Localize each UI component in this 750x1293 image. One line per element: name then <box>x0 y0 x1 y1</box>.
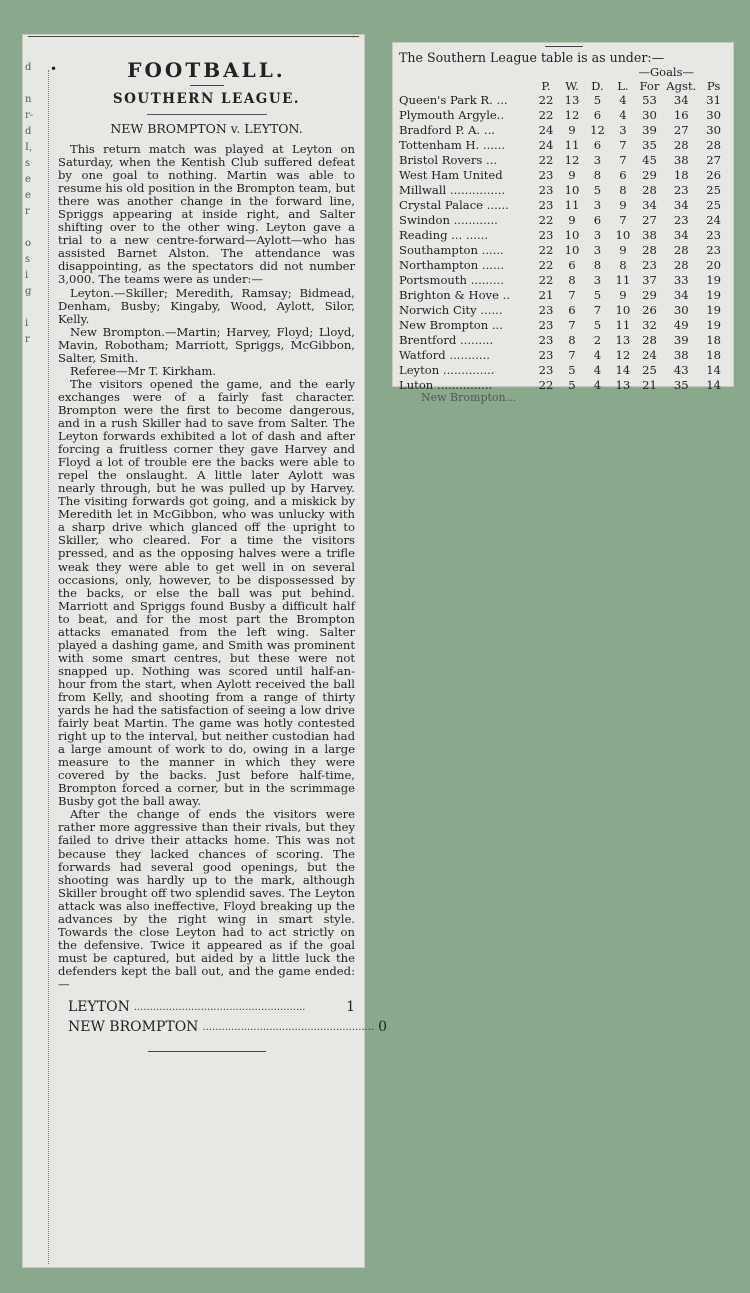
stat-cell: 37 <box>642 273 657 287</box>
club-name: Luton ............... <box>399 378 493 392</box>
stat-cell: 12 <box>564 153 580 167</box>
edge-char <box>25 76 34 92</box>
stat-cell: 14 <box>706 363 722 377</box>
stat-cell: 22 <box>538 258 554 272</box>
score-team: LEYTON <box>68 999 130 1016</box>
end-rule <box>148 1051 266 1052</box>
stat-cell: 32 <box>642 318 657 332</box>
stat-cell: 39 <box>673 333 689 347</box>
club-name: Southampton ...... <box>399 243 504 257</box>
stat-cell: 3 <box>593 228 602 242</box>
edge-char: d <box>25 126 32 137</box>
stat-cell: 11 <box>615 318 631 332</box>
stat-cell: 24 <box>642 348 657 362</box>
stat-cell: 10 <box>564 183 580 197</box>
column-header: L. <box>617 79 629 93</box>
paragraph-referee: Referee—Mr T. Kirkham. <box>70 363 217 378</box>
stat-cell: 12 <box>590 123 605 137</box>
stat-cell: 9 <box>568 123 576 137</box>
table-row <box>399 288 728 303</box>
stat-cell: 5 <box>593 93 602 107</box>
stat-cell: 11 <box>615 273 631 287</box>
stat-cell: 28 <box>642 243 657 257</box>
stat-cell: 19 <box>706 303 722 317</box>
column-header: Agst. <box>666 79 697 93</box>
stat-cell: 29 <box>642 168 657 182</box>
edge-char: r <box>25 206 30 217</box>
stat-cell: 6 <box>568 303 576 317</box>
stat-cell: 6 <box>619 168 627 182</box>
stat-cell: 24 <box>538 123 554 137</box>
edge-char: n <box>25 94 32 105</box>
score-row <box>58 997 355 1017</box>
stat-cell: 4 <box>593 378 602 392</box>
club-name: Leyton .............. <box>399 363 495 377</box>
stat-cell: 7 <box>619 153 627 167</box>
top-rule <box>545 46 583 47</box>
stat-cell: 9 <box>619 288 627 302</box>
column-header: For <box>639 79 660 93</box>
stat-cell: 34 <box>642 198 657 212</box>
stat-cell: 23 <box>538 168 554 182</box>
table-row <box>399 153 728 168</box>
stat-cell: 19 <box>706 273 722 287</box>
table-row <box>399 303 728 318</box>
edge-char: i <box>25 318 29 329</box>
stat-cell: 22 <box>538 93 554 107</box>
edge-char: g <box>25 286 32 297</box>
stat-cell: 45 <box>642 153 657 167</box>
stat-cell: 2 <box>593 333 602 347</box>
final-score <box>58 997 388 1037</box>
stat-cell: 16 <box>673 108 689 122</box>
stat-cell: 6 <box>593 108 602 122</box>
stat-cell: 4 <box>619 93 627 107</box>
section-rule <box>147 114 267 115</box>
stat-cell: 22 <box>538 108 554 122</box>
stat-cell: 28 <box>673 138 689 152</box>
paragraph-intro: This return match was played at Leyton on Saturday, when the Kentish Club suffered defeat by one goal to nothing. Martin was able to resume his old position in the Brompton team, but there was another change in the forward line, Spriggs appearing at inside right, and Salter shifting over to the other wing. Leyton gave a trial to a new centre-forward—Aylott—who has assisted Barnet Alston. The attendance was disappointing, as the spectators did not number 3,000. The teams were as under:— <box>58 142 355 287</box>
stat-cell: 27 <box>673 123 689 137</box>
stat-cell: 21 <box>538 288 554 302</box>
club-name: Plymouth Argyle.. <box>399 108 505 122</box>
stat-cell: 27 <box>642 213 657 227</box>
table-row <box>399 333 728 348</box>
club-name: Queen's Park R. ... <box>399 93 508 107</box>
stat-cell: 28 <box>706 138 722 152</box>
table-body <box>399 93 728 393</box>
table-row <box>399 93 728 108</box>
edge-char: s <box>25 254 31 265</box>
club-name: Watford ........... <box>399 348 490 362</box>
stat-cell: 9 <box>619 198 627 212</box>
edge-char: d <box>25 62 32 73</box>
stat-cell: 28 <box>642 333 657 347</box>
stat-cell: 39 <box>642 123 657 137</box>
leader-dots: ...................................................... <box>202 1021 375 1033</box>
score-value: 1 <box>346 999 355 1016</box>
stat-cell: 30 <box>706 123 722 137</box>
stat-cell: 53 <box>642 93 657 107</box>
stat-cell: 3 <box>593 243 602 257</box>
match-heading: NEW BROMPTON v. LEYTON. <box>110 121 303 136</box>
table-row <box>399 123 728 138</box>
league-table <box>399 79 728 393</box>
stat-cell: 13 <box>615 378 631 392</box>
club-name: Bradford P. A. ... <box>399 123 495 137</box>
top-rule <box>28 36 359 37</box>
table-row <box>399 198 728 213</box>
club-name: Brentford ......... <box>399 333 494 347</box>
stat-cell: 28 <box>673 258 689 272</box>
stat-cell: 7 <box>619 213 627 227</box>
column-header: Ps <box>706 79 721 93</box>
table-intro: The Southern League table is as under:— <box>399 50 665 65</box>
stat-cell: 4 <box>593 348 602 362</box>
stat-cell: 3 <box>593 273 602 287</box>
edge-char: o <box>25 238 32 249</box>
stat-cell: 35 <box>642 138 657 152</box>
edge-char <box>25 220 34 236</box>
table-row <box>399 243 728 258</box>
club-name: Millwall ............... <box>399 183 506 197</box>
stat-cell: 10 <box>615 303 631 317</box>
stat-cell: 18 <box>673 168 689 182</box>
stat-cell: 38 <box>642 228 657 242</box>
stat-cell: 19 <box>706 318 722 332</box>
stat-cell: 8 <box>568 333 576 347</box>
edge-char: e <box>25 190 31 201</box>
club-name: Crystal Palace ...... <box>399 198 509 212</box>
stat-cell: 8 <box>593 168 602 182</box>
club-name: West Ham United <box>399 168 503 182</box>
stat-cell: 5 <box>593 288 602 302</box>
table-row <box>399 168 728 183</box>
stat-cell: 23 <box>538 228 554 242</box>
table-header-row <box>399 79 728 93</box>
club-name: Tottenham H. ...... <box>399 138 506 152</box>
table-row <box>399 258 728 273</box>
stat-cell: 13 <box>615 333 631 347</box>
stat-cell: 3 <box>619 123 627 137</box>
stat-cell: 13 <box>564 93 580 107</box>
article-body <box>58 143 355 991</box>
stat-cell: 49 <box>673 318 689 332</box>
paragraph-leyton-team: Leyton.—Skiller; Meredith, Ramsay; Bidmead, Denham, Busby; Kingaby, Wood, Aylott, Silor, Kelly. <box>58 285 355 326</box>
adjacent-column-edge <box>25 60 34 348</box>
stat-cell: 23 <box>538 183 554 197</box>
score-row <box>58 1017 388 1037</box>
stat-cell: 25 <box>642 363 657 377</box>
column-header: D. <box>591 79 604 93</box>
headline: FOOTBALL. <box>127 58 286 82</box>
stat-cell: 5 <box>568 363 576 377</box>
paragraph-second-half: After the change of ends the visitors were rather more aggressive than their rivals, but they failed to drive their attacks home. This was not because they lacked chances of scoring. The forwards had several good openings, but the shooting was hardly up to the mark, although Skiller brought off two splendid saves. The Leyton attack was also ineffective, Floyd breaking up the advances by the right wing in smart style. Towards the close Leyton had to act strictly on the defensive. Twice it appeared as if the goal must be captured, but aided by a little luck the defenders kept the ball out, and the game ended:— <box>58 807 355 991</box>
stat-cell: 6 <box>593 213 602 227</box>
stat-cell: 23 <box>706 228 722 242</box>
column-header <box>399 79 533 93</box>
table-row <box>399 228 728 243</box>
table-row <box>399 273 728 288</box>
stat-cell: 4 <box>593 363 602 377</box>
bullet-mark: • <box>50 62 58 76</box>
stat-cell: 25 <box>706 198 722 212</box>
stat-cell: 24 <box>706 213 722 227</box>
stat-cell: 30 <box>706 108 722 122</box>
stat-cell: 23 <box>538 363 554 377</box>
edge-char: r- <box>25 110 34 121</box>
stat-cell: 14 <box>615 363 631 377</box>
club-name: Reading ... ...... <box>399 228 489 242</box>
stat-cell: 22 <box>538 378 554 392</box>
table-row <box>399 138 728 153</box>
stat-cell: 22 <box>538 273 554 287</box>
stat-cell: 9 <box>568 213 576 227</box>
stat-cell: 8 <box>568 273 576 287</box>
edge-char: e <box>25 174 31 185</box>
club-name: New Brompton ... <box>399 318 503 332</box>
edge-char: s <box>25 158 31 169</box>
score-value: 0 <box>378 1019 388 1036</box>
stat-cell: 7 <box>619 138 627 152</box>
headline-rule <box>190 85 224 86</box>
cutoff-line: New Brompton... <box>421 391 517 404</box>
edge-char: i <box>25 270 29 281</box>
table-row <box>399 318 728 333</box>
stat-cell: 6 <box>593 138 602 152</box>
stat-cell: 29 <box>642 288 657 302</box>
stat-cell: 26 <box>706 168 722 182</box>
column-header: P. <box>541 79 551 93</box>
stat-cell: 7 <box>568 288 576 302</box>
paragraph-first-half: The visitors opened the game, and the early exchanges were of a fairly fast character. Brompton were the first to become dangerous, and in a rush Skiller had to save from Salter. The Leyton forwards exhibited a lot of dash and after forcing a fruitless corner they gave Harvey and Floyd a lot of trouble ere the backs were able to repel the onslaught. A little later Aylott was nearly through, but he was pulled up by Harvey. The visiting forwards got going, and a miskick by Meredith let in McGibbon, who was unlucky with a sharp drive which glanced off the upright to Skiller, who cleared. For a time the visitors pressed, and as the opposing halves were a trifle weak they were able to get well in on several occasions, only, however, to be dispossessed by the backs, or else the ball was put behind. Marriott and Spriggs found Busby a difficult half to beat, and for the most part the Brompton attacks emanated from the left wing. Salter played a dashing game, and Smith was prominent with some smart centres, but these were not snapped up. Nothing was scored until half-an-hour from the start, when Aylott received the ball from Kelly, and shooting from a range of thirty yards he had the satisfaction of seeing a low drive fairly beat Martin. The game was hotly contested right up to the interval, but neither custodian had a large amount of work to do, owing in a large measure to the manner in which they were covered by the backs. Just before half-time, Brompton forced a corner, but in the scrimmage Busby got the ball away. <box>58 376 355 809</box>
stat-cell: 22 <box>538 213 554 227</box>
stat-cell: 4 <box>619 108 627 122</box>
stat-cell: 20 <box>706 258 722 272</box>
edge-char: r <box>25 334 30 345</box>
stat-cell: 23 <box>538 348 554 362</box>
stat-cell: 23 <box>538 318 554 332</box>
stat-cell: 7 <box>568 348 576 362</box>
stat-cell: 27 <box>706 153 722 167</box>
section-heading: SOUTHERN LEAGUE. <box>112 91 301 107</box>
stat-cell: 23 <box>706 243 722 257</box>
stat-cell: 10 <box>564 228 580 242</box>
stat-cell: 30 <box>642 108 657 122</box>
stat-cell: 24 <box>538 138 554 152</box>
stat-cell: 7 <box>593 303 602 317</box>
stat-cell: 34 <box>673 288 689 302</box>
stat-cell: 38 <box>673 348 689 362</box>
stat-cell: 3 <box>593 198 602 212</box>
stat-cell: 23 <box>673 213 689 227</box>
stat-cell: 14 <box>706 378 722 392</box>
table-row <box>399 183 728 198</box>
stat-cell: 10 <box>615 228 631 242</box>
stat-cell: 23 <box>538 303 554 317</box>
table-row <box>399 363 728 378</box>
stat-cell: 34 <box>673 93 689 107</box>
edge-char: I, <box>25 142 33 153</box>
article-clipping <box>22 34 388 1268</box>
stat-cell: 38 <box>673 153 689 167</box>
stat-cell: 28 <box>673 243 689 257</box>
stat-cell: 43 <box>673 363 689 377</box>
column-divider <box>48 70 49 1264</box>
stat-cell: 7 <box>568 318 576 332</box>
stat-cell: 23 <box>538 333 554 347</box>
stat-cell: 23 <box>642 258 657 272</box>
table-row <box>399 348 728 363</box>
stat-cell: 28 <box>642 183 657 197</box>
stat-cell: 10 <box>564 243 580 257</box>
league-table-clipping <box>392 42 734 404</box>
stat-cell: 11 <box>564 138 580 152</box>
club-name: Swindon ............ <box>399 213 498 227</box>
edge-char <box>25 300 34 316</box>
stat-cell: 12 <box>615 348 631 362</box>
table-row <box>399 108 728 123</box>
stat-cell: 12 <box>564 108 580 122</box>
column-header: W. <box>565 79 579 93</box>
stat-cell: 8 <box>593 258 602 272</box>
leader-dots: ...................................................... <box>133 1001 306 1013</box>
club-name: Portsmouth ......... <box>399 273 504 287</box>
stat-cell: 22 <box>538 153 554 167</box>
stat-cell: 9 <box>568 168 576 182</box>
stat-cell: 26 <box>642 303 657 317</box>
stat-cell: 11 <box>564 198 580 212</box>
goals-header: —Goals— <box>638 65 694 79</box>
club-name: Bristol Rovers ... <box>399 153 498 167</box>
stat-cell: 23 <box>538 198 554 212</box>
stat-cell: 5 <box>568 378 576 392</box>
score-team: NEW BROMPTON <box>68 1019 199 1036</box>
stat-cell: 35 <box>673 378 689 392</box>
stat-cell: 19 <box>706 288 722 302</box>
stat-cell: 6 <box>568 258 576 272</box>
stat-cell: 25 <box>706 183 722 197</box>
stat-cell: 3 <box>593 153 602 167</box>
stat-cell: 31 <box>706 93 722 107</box>
stat-cell: 9 <box>619 243 627 257</box>
club-name: Northampton ...... <box>399 258 505 272</box>
paragraph-brompton-team: New Brompton.—Martin; Harvey, Floyd; Lloyd, Mavin, Robotham; Marriott, Spriggs, McGibbon, Salter, Smith. <box>58 324 355 365</box>
stat-cell: 22 <box>538 243 554 257</box>
stat-cell: 18 <box>706 348 722 362</box>
stat-cell: 8 <box>619 258 627 272</box>
stat-cell: 34 <box>673 228 689 242</box>
stat-cell: 30 <box>673 303 689 317</box>
stat-cell: 33 <box>673 273 689 287</box>
stat-cell: 23 <box>673 183 689 197</box>
stat-cell: 8 <box>619 183 627 197</box>
stat-cell: 21 <box>642 378 657 392</box>
table-row <box>399 213 728 228</box>
stat-cell: 18 <box>706 333 722 347</box>
club-name: Norwich City ...... <box>399 303 503 317</box>
stat-cell: 34 <box>673 198 689 212</box>
club-name: Brighton & Hove .. <box>399 288 511 302</box>
stat-cell: 5 <box>593 318 602 332</box>
stat-cell: 5 <box>593 183 602 197</box>
